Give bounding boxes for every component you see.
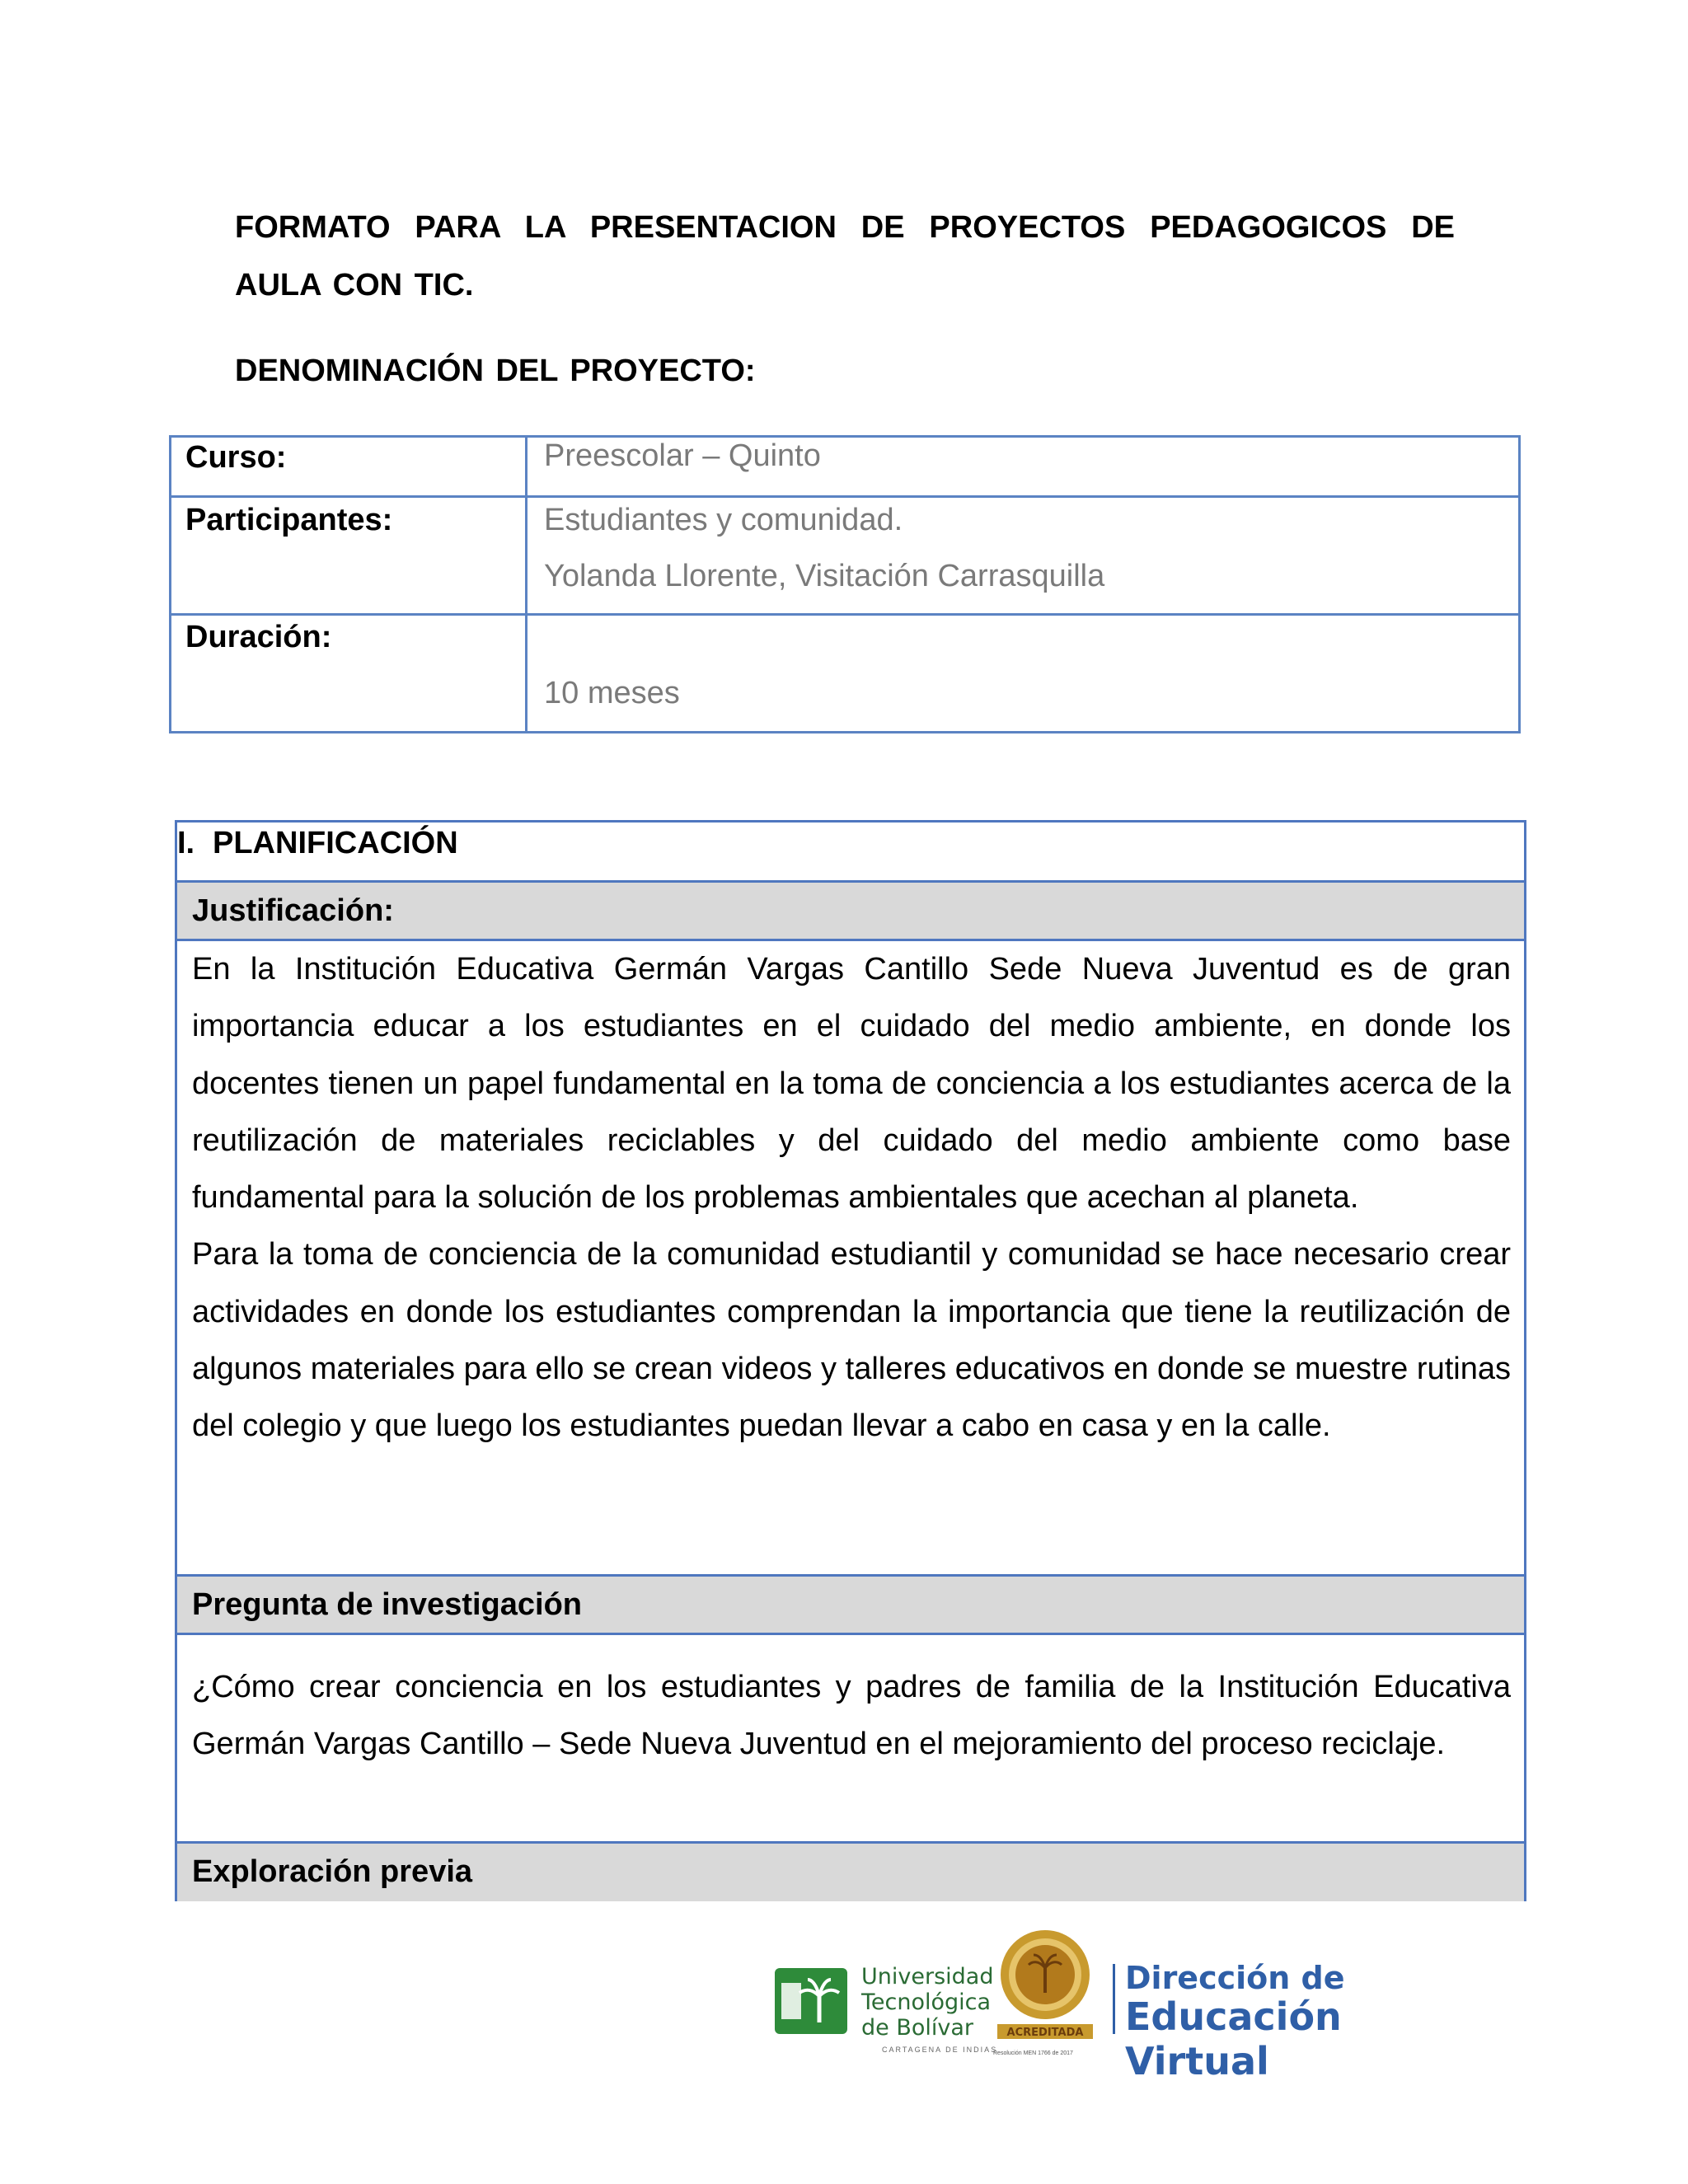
research-question-header xyxy=(177,1574,1524,1635)
direction-line-1: Dirección de xyxy=(1125,1960,1345,1996)
project-name-label: DENOMINACIÓN DEL PROYECTO: xyxy=(235,354,756,388)
justification-paragraph-1: En la Institución Educativa Germán Vargas Cantillo Sede Nueva Juventud es de gran importancia educar a los estudiantes en el cuidado del medio ambiente, en donde los docentes tienen un papel fundamental en la toma de conciencia a los estudiantes acerca de la reutilización de materiales reciclables y del cuidado del medio ambiente como base fundamental para la solución de los problemas ambientales que acechan al planeta. xyxy=(192,952,1511,1216)
curso-label: Curso: xyxy=(185,440,287,475)
direction-line-2: Educación Virtual xyxy=(1125,1994,1342,2083)
justification-text xyxy=(192,941,1511,1455)
cell-duracion-value xyxy=(525,613,1521,733)
accreditation-seal-icon xyxy=(996,1927,1095,2050)
logo-divider xyxy=(1113,1964,1115,2034)
university-city: CARTAGENA DE INDIAS xyxy=(882,2046,998,2054)
duracion-label: Duración: xyxy=(185,620,332,654)
curso-value: Preescolar – Quinto xyxy=(544,438,821,473)
document-title: FORMATO PARA LA PRESENTACION DE PROYECTOS PEDAGOGICOS DE AULA CON TIC. xyxy=(235,210,1455,302)
seal-caption: Resolución MEN 1766 de 2017 xyxy=(993,2050,1073,2056)
section-title: PLANIFICACIÓN xyxy=(213,826,458,860)
svg-text:ACREDITADA: ACREDITADA xyxy=(1006,2027,1084,2039)
footer-logos xyxy=(775,1927,1459,2083)
participantes-line-1: Estudiantes y comunidad. xyxy=(544,503,903,537)
justification-header xyxy=(177,880,1524,941)
university-name: Universidad Tecnológica de Bolívar xyxy=(861,1964,994,2041)
research-question-label: Pregunta de investigación xyxy=(192,1587,582,1622)
participantes-line-2: Yolanda Llorente, Visitación Carrasquilla xyxy=(544,559,1105,593)
duracion-value: 10 meses xyxy=(544,676,680,710)
planning-table xyxy=(175,820,1526,1901)
university-logo-icon xyxy=(775,1968,847,2034)
justification-label: Justificación: xyxy=(192,893,394,928)
participantes-label: Participantes: xyxy=(185,503,393,537)
section-number: I. xyxy=(177,826,195,860)
justification-paragraph-2: Para la toma de conciencia de la comunidad estudiantil y comunidad se hace necesario crear actividades en donde los estudiantes comprendan la importancia que tiene la reutilización de algunos materiales para ello se crean videos y talleres educativos en donde se muestre rutinas del colegio y que luego los estudiantes puedan llevar a cabo en casa y en la calle. xyxy=(192,1237,1511,1444)
project-info-table xyxy=(169,435,1521,733)
prior-exploration-header xyxy=(177,1841,1524,1901)
prior-exploration-label: Exploración previa xyxy=(192,1854,473,1889)
research-question-text: ¿Cómo crear conciencia en los estudiantes y padres de familia de la Institución Educativa Germán Vargas Cantillo – Sede Nueva Juventud en el mejoramiento del proceso reciclaje. xyxy=(192,1670,1511,1762)
